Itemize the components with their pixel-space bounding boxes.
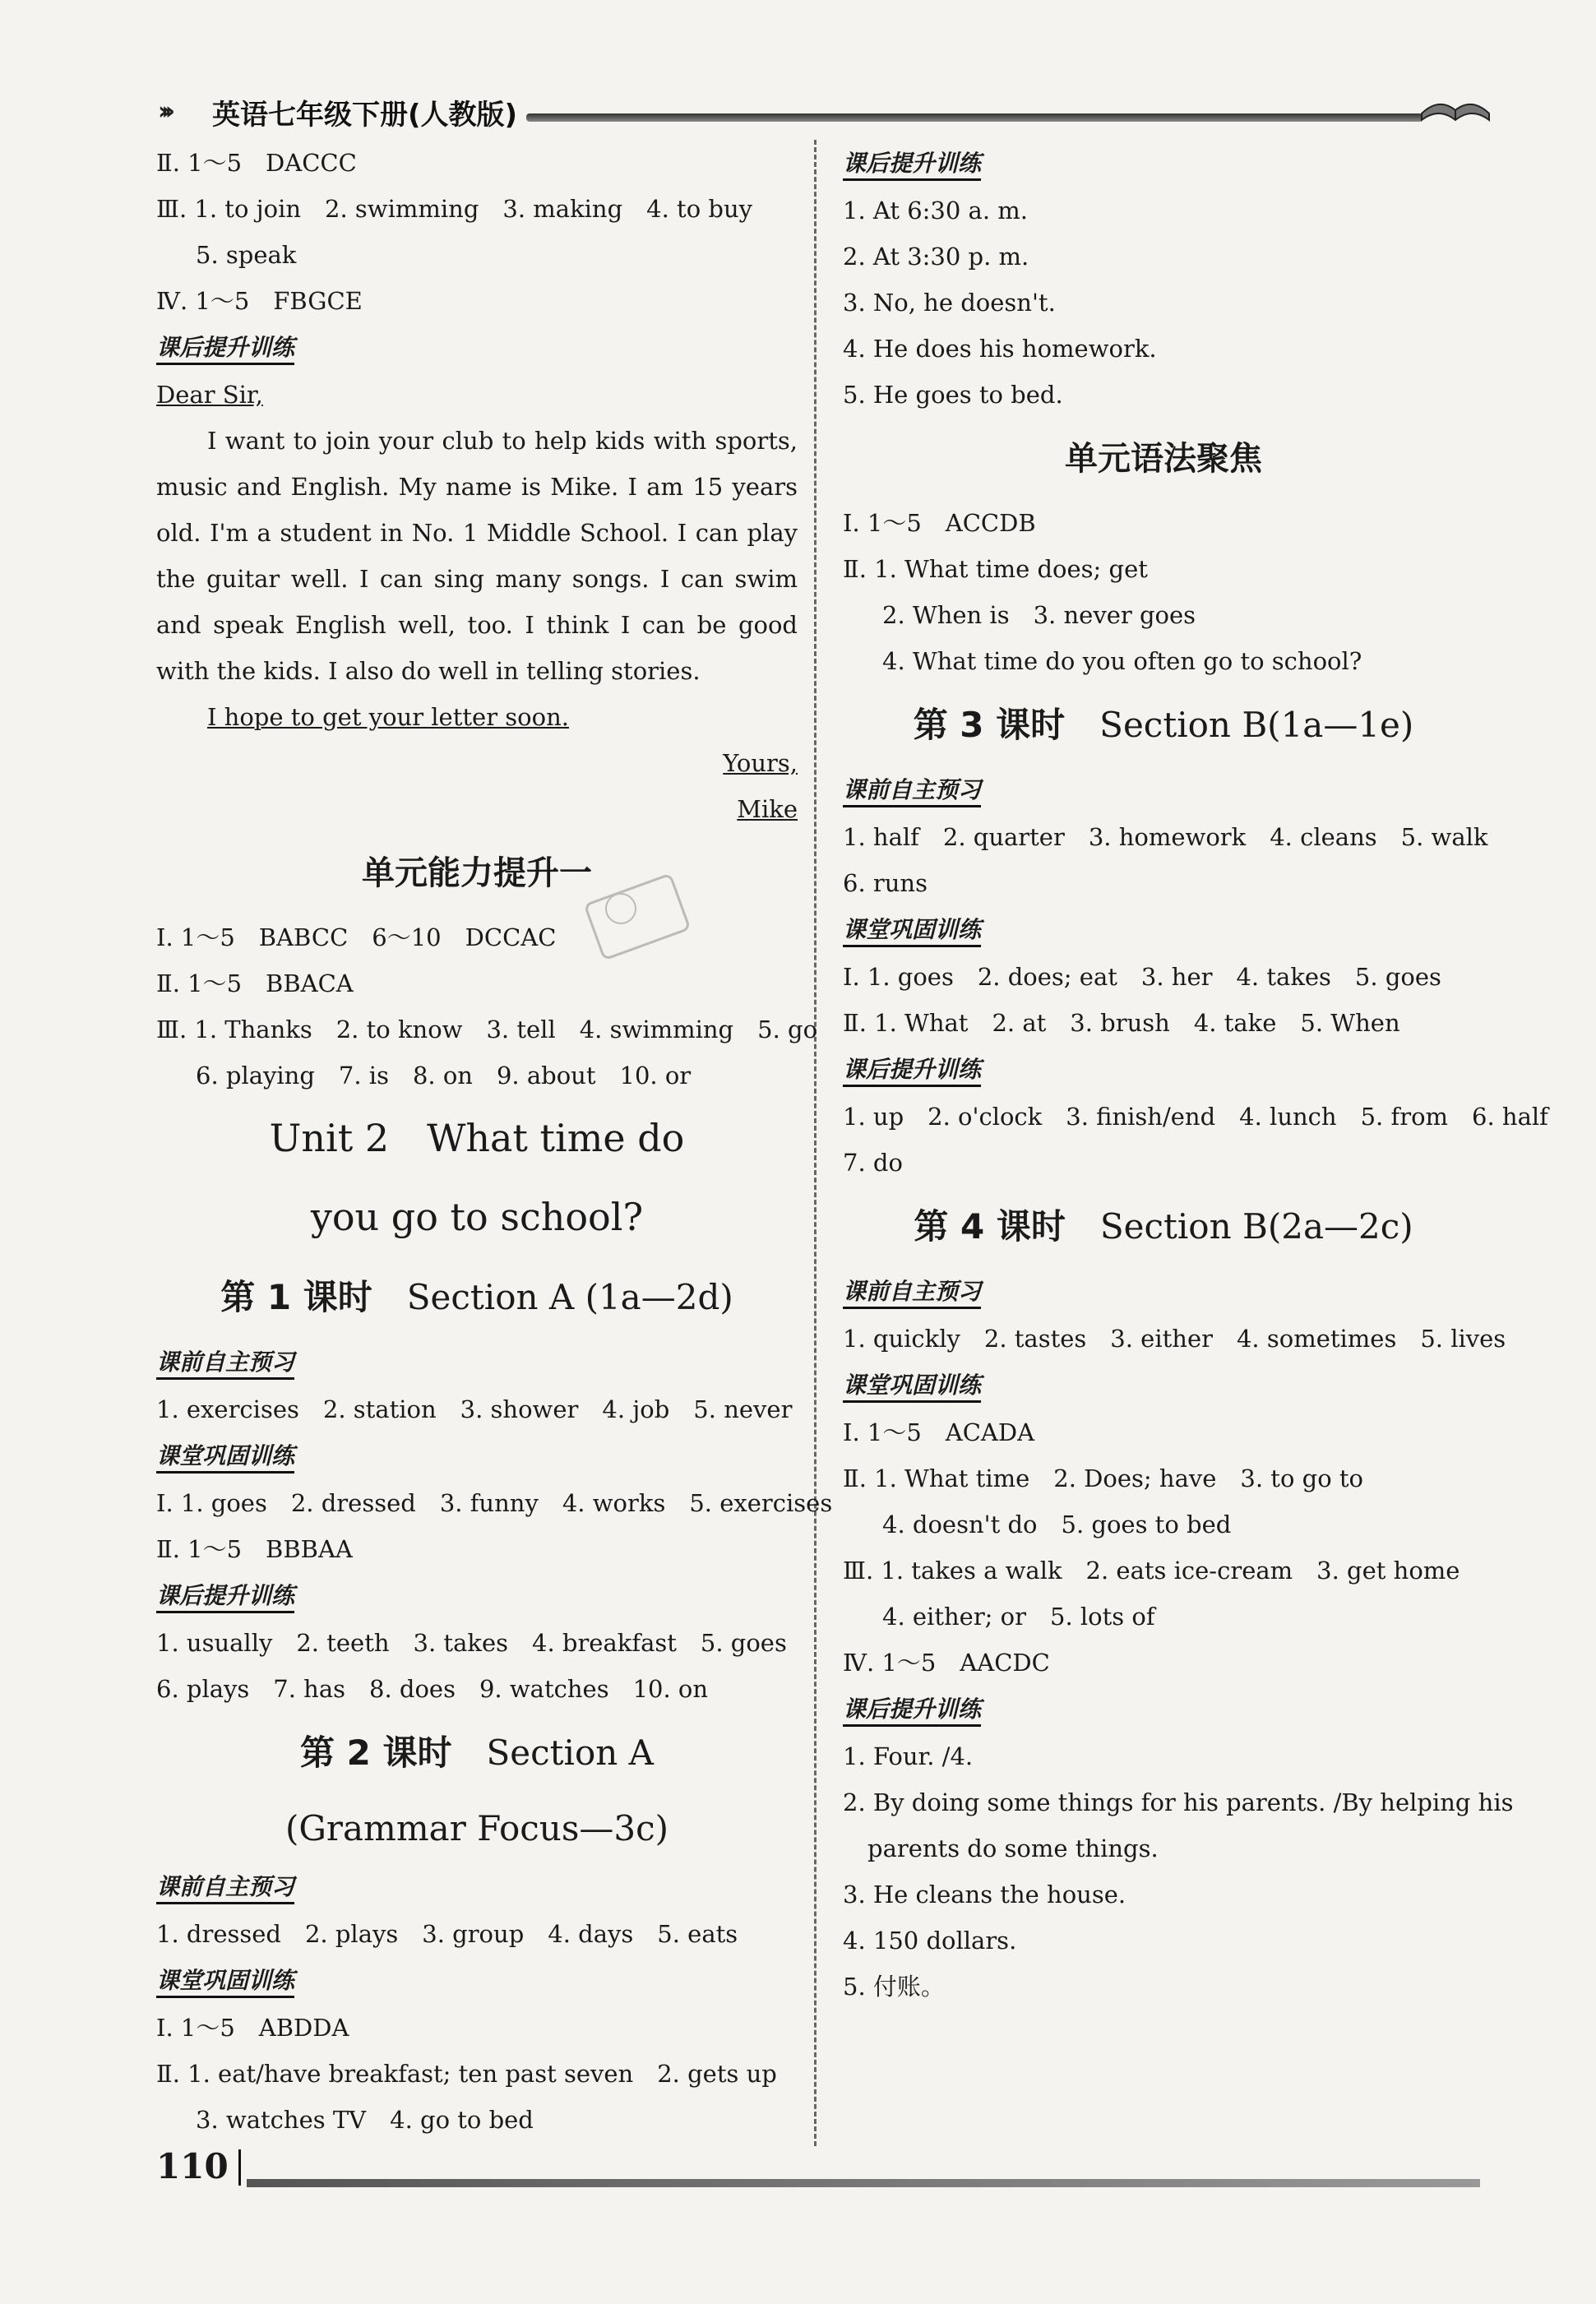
section-label: 课堂巩固训练 [156, 1957, 798, 2005]
answer-line: Ⅱ. 1～5 DACCC [156, 149, 357, 177]
answer-line: 5. speak [196, 241, 297, 269]
letter-signature: Mike [737, 795, 798, 823]
lesson-heading: 第 2 课时 Section A [300, 1733, 654, 1773]
lesson-heading-cont: (Grammar Focus—3c) [285, 1808, 669, 1848]
left-column [156, 140, 833, 2143]
column-divider [814, 140, 817, 2146]
answer-line: 4. What time do you often go to school? [882, 647, 1362, 675]
letter-closing: I hope to get your letter soon. [207, 703, 569, 731]
footer-rule [247, 2179, 1480, 2187]
header-rule [526, 113, 1423, 122]
answer-line: Ⅱ. 1～5 BBACA [156, 969, 354, 997]
answer-line: 1. up 2. o'clock 3. finish/end 4. lunch 5. from 6. half [843, 1103, 1548, 1131]
section-label: 课后提升训练 [843, 1046, 1484, 1094]
answer-line: Ⅰ. 1～5 ABDDA [156, 2014, 349, 2042]
watermark-stamp-icon [576, 872, 699, 962]
letter-salutation: Dear Sir, [156, 381, 263, 409]
section-label: 课后提升训练 [843, 1686, 1484, 1733]
lesson-heading: 第 3 课时 Section B(1a—1e) [913, 705, 1414, 745]
page-header [148, 89, 1488, 138]
answer-line: 1. dressed 2. plays 3. group 4. days 5. eats [156, 1920, 738, 1948]
book-title: 英语七年级下册(人教版) [212, 99, 518, 132]
footer-bar [238, 2149, 241, 2186]
answer-line: Ⅲ. 1. Thanks 2. to know 3. tell 4. swimming 5. go [156, 1016, 818, 1043]
answer-line: 4. 150 dollars. [843, 1927, 1017, 1955]
section-label: 课前自主预习 [843, 1268, 1484, 1316]
answer-line: 6. runs [843, 869, 928, 897]
answer-line: Ⅰ. 1～5 ACCDB [843, 509, 1036, 537]
answer-line: 3. He cleans the house. [843, 1881, 1126, 1908]
answer-line: 1. half 2. quarter 3. homework 4. cleans 5. walk [843, 823, 1488, 851]
answer-line: 1. quickly 2. tastes 3. either 4. sometimes 5. lives [843, 1325, 1506, 1353]
answer-line: Ⅰ. 1～5 ACADA [843, 1418, 1035, 1446]
page-footer [156, 2146, 1488, 2195]
section-label: 课堂巩固训练 [843, 906, 1484, 954]
answer-line: 2. By doing some things for his parents. /By helping his [843, 1788, 1514, 1816]
grammar-focus-heading: 单元语法聚焦 [1065, 440, 1262, 478]
answer-line: Ⅰ. 1. goes 2. does; eat 3. her 4. takes 5. goes [843, 963, 1441, 991]
answer-line: 5. He goes to bed. [843, 381, 1063, 409]
answer-line: Ⅱ. 1. What time 2. Does; have 3. to go to [843, 1464, 1363, 1492]
answer-line: Ⅳ. 1～5 FBGCE [156, 287, 363, 315]
answer-line: Ⅲ. 1. takes a walk 2. eats ice-cream 3. get home [843, 1557, 1460, 1585]
answer-line: 7. do [843, 1149, 903, 1177]
answer-line: 1. Four. /4. [843, 1742, 974, 1770]
answer-line: 4. doesn't do 5. goes to bed [882, 1511, 1232, 1538]
answer-line: 4. either; or 5. lots of [882, 1603, 1155, 1631]
answer-line: 2. At 3:30 p. m. [843, 243, 1029, 271]
section-label: 课前自主预习 [843, 766, 1484, 814]
chevrons-icon: ››› [158, 97, 169, 126]
lesson-heading: 第 1 课时 Section A (1a—2d) [220, 1277, 733, 1317]
answer-line: 4. He does his homework. [843, 335, 1157, 363]
section-label: 课后提升训练 [156, 324, 798, 372]
answer-line: Ⅰ. 1. goes 2. dressed 3. funny 4. works 5. exercises [156, 1489, 833, 1517]
answer-line: Ⅱ. 1. What time does; get [843, 555, 1148, 583]
section-label: 课堂巩固训练 [156, 1432, 798, 1480]
section-label: 课堂巩固训练 [843, 1362, 1484, 1409]
right-column [843, 140, 1548, 2010]
answer-line: Ⅱ. 1～5 BBBAA [156, 1535, 353, 1563]
answer-line: parents do some things. [867, 1834, 1159, 1862]
section-label: 课前自主预习 [156, 1339, 798, 1386]
answer-line: Ⅱ. 1. eat/have breakfast; ten past seven 2. gets up [156, 2060, 777, 2088]
answer-line: 1. At 6:30 a. m. [843, 197, 1028, 224]
answer-line: 1. usually 2. teeth 3. takes 4. breakfast 5. goes [156, 1629, 787, 1657]
lesson-heading: 第 4 课时 Section B(2a—2c) [914, 1206, 1413, 1247]
answer-line: 1. exercises 2. station 3. shower 4. job 5. never [156, 1395, 793, 1423]
page-number: 110 [156, 2146, 229, 2186]
unit-title: Unit 2 What time do [269, 1116, 685, 1160]
answer-line: Ⅲ. 1. to join 2. swimming 3. making 4. to buy [156, 195, 753, 223]
section-label: 课后提升训练 [156, 1572, 798, 1620]
open-book-icon [1418, 89, 1492, 132]
section-label: 课后提升训练 [843, 140, 1484, 187]
answer-line: 2. When is 3. never goes [882, 601, 1196, 629]
letter-body: I want to join your club to help kids with sports, music and English. My name is Mike. I am 15 years old. I'm a student in No. 1 Middle School. I can play the guitar well. I can sing many songs. I can swim and speak English well, too. I think I can be good with the kids. I also do well in telling stories. [156, 427, 798, 685]
answer-line: 5. 付账。 [843, 1973, 945, 2001]
unit-ability-heading: 单元能力提升一 [362, 854, 592, 892]
answer-line: 3. watches TV 4. go to bed [196, 2106, 534, 2134]
unit-title-cont: you go to school? [310, 1195, 644, 1239]
answer-line: 6. plays 7. has 8. does 9. watches 10. on [156, 1675, 709, 1703]
section-label: 课前自主预习 [156, 1863, 798, 1911]
answer-line: Ⅳ. 1～5 AACDC [843, 1649, 1050, 1677]
letter-yours: Yours, [723, 749, 798, 777]
answer-line: 6. playing 7. is 8. on 9. about 10. or [196, 1062, 692, 1090]
answer-line: 3. No, he doesn't. [843, 289, 1056, 317]
answer-line: Ⅱ. 1. What 2. at 3. brush 4. take 5. When [843, 1009, 1400, 1037]
answer-line: Ⅰ. 1～5 BABCC 6～10 DCCAC [156, 923, 557, 951]
